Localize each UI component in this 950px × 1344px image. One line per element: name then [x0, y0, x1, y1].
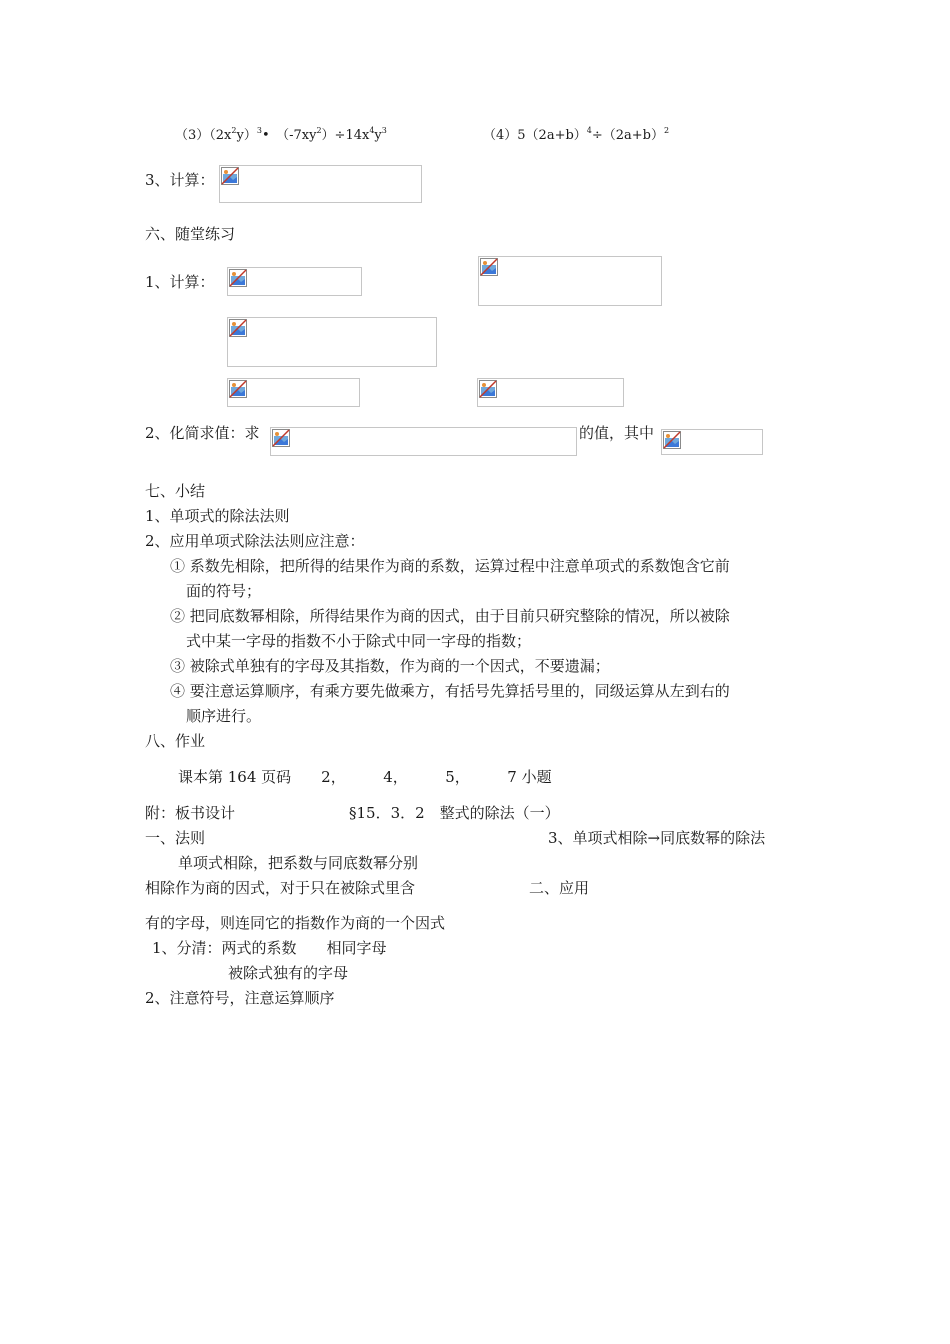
simplify-mid: 的值，其中 [579, 424, 655, 442]
board-point-2: 2、注意符号，注意运算顺序 [145, 989, 335, 1007]
formula-image [219, 165, 422, 203]
formula-image [661, 429, 763, 455]
summary-note-3: ③ 被除式单独有的字母及其指数，作为商的一个因式，不要遗漏； [170, 657, 610, 675]
problem-3 [175, 126, 387, 146]
board-point-1: 1、分清：两式的系数 相同字母 [152, 939, 387, 957]
broken-image-icon [229, 380, 247, 398]
broken-image-icon [229, 269, 247, 287]
broken-image-icon [479, 380, 497, 398]
summary-heading: 七、小结 [145, 482, 206, 500]
broken-image-icon [229, 319, 247, 337]
formula-image [227, 267, 362, 296]
board-point-1b: 被除式独有的字母 [228, 964, 349, 982]
summary-note-1: ① 系数先相除，把所得的结果作为商的系数，运算过程中注意单项式的系数饱含它前 [170, 557, 730, 575]
broken-image-icon [663, 431, 681, 449]
broken-image-icon [272, 429, 290, 447]
formula-image [478, 256, 662, 306]
broken-image-icon [480, 258, 498, 276]
broken-image-icon [221, 167, 239, 185]
summary-item-1: 1、单项式的除法法则 [145, 507, 290, 525]
simplify-prefix: 2、化简求值：求 [145, 424, 260, 442]
problem-3-expr: $(2x^2y)^3•$ $(-7xy^2)\div 14x^4y^3$ [209, 126, 387, 143]
formula-image [227, 317, 437, 367]
formula-image [477, 378, 624, 407]
board-rule-line-3: 有的字母，则连同它的指数作为商的一个因式 [145, 914, 446, 932]
board-rule-line-1: 单项式相除，把系数与同底数幂分别 [178, 854, 419, 872]
board-rule-line-2: 相除作为商的因式，对于只在被除式里含 [145, 879, 416, 897]
homework-text: 课本第 164 页码 2， 4， 5， 7 小题 [178, 768, 552, 786]
problem-4: $(4)5(2a+b)^4\div(2a+b)^2$ [483, 126, 670, 143]
problem-3-label: （3） [175, 128, 210, 143]
board-heading: 附：板书设计 [145, 804, 236, 822]
summary-note-4-cont: 顺序进行。 [186, 707, 262, 725]
summary-note-2-cont: 式中某一字母的指数不小于除式中同一字母的指数； [186, 632, 532, 650]
summary-note-2: ② 把同底数幂相除，所得结果作为商的因式，由于目前只研究整除的情况，所以被除 [170, 607, 730, 625]
board-law-heading: 一、法则 [145, 829, 206, 847]
board-title: §15．3．2 整式的除法（一） [349, 804, 560, 822]
formula-image [227, 378, 360, 407]
summary-note-4: ④ 要注意运算顺序，有乘方要先做乘方，有括号先算括号里的，同级运算从左到右的 [170, 682, 730, 700]
summary-note-1-cont: 面的符号； [186, 582, 262, 600]
calc1-label: 1、计算： [145, 273, 215, 291]
homework-heading: 八、作业 [145, 732, 206, 750]
calc3-label: 3、计算： [145, 171, 215, 189]
formula-image [270, 427, 577, 456]
summary-item-2: 2、应用单项式除法法则应注意： [145, 532, 365, 550]
board-apply-heading: 二、应用 [529, 879, 590, 897]
board-point-3: 3、单项式相除→同底数幂的除法 [548, 829, 766, 847]
practice-heading: 六、随堂练习 [145, 225, 236, 243]
